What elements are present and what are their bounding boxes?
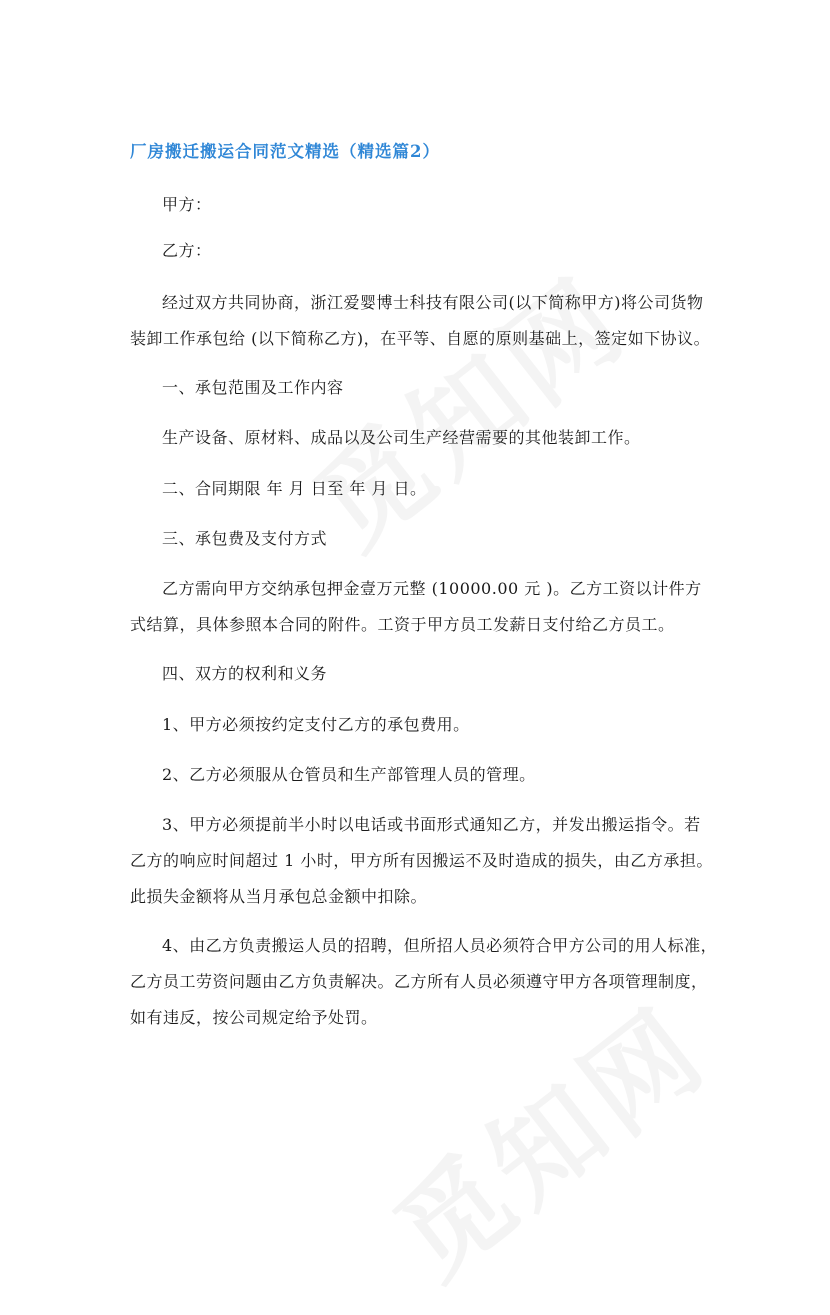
section3-heading: 三、承包费及支付方式 [162,529,328,548]
intro-line-2: 装卸工作承包给 (以下简称乙方)，在平等、自愿的原则基础上，签定如下协议。 [130,329,711,348]
watermark-bottom [363,1005,698,1315]
intro-line-1: 经过双方共同协商，浙江爱婴博士科技有限公司(以下简称甲方)将公司货物 [162,293,704,312]
section4-heading: 四、双方的权利和义务 [162,664,328,683]
section3-body-line-1: 乙方需向甲方交纳承包押金壹万元整 (10000.00 元 )。乙方工资以计件方 [162,579,702,598]
item-3-line-3: 此损失金额将从当月承包总金额中扣除。 [130,887,428,906]
item-4-line-3: 如有违反，按公司规定给予处罚。 [130,1008,378,1027]
item-1: 1、甲方必须按约定支付乙方的承包费用。 [162,715,470,734]
item-4-line-1: 4、由乙方负责搬运人员的招聘，但所招人员必须符合甲方公司的用人标准， [162,936,718,955]
party-b-label: 乙方： [162,241,212,260]
section3-body-line-2: 式结算，具体参照本合同的附件。工资于甲方员工发薪日支付给乙方员工。 [130,615,675,634]
section2-heading: 二、合同期限 年 月 日至 年 月 日。 [162,479,427,498]
party-a-label: 甲方： [162,195,212,214]
item-3-line-2: 乙方的响应时间超过 1 小时，甲方所有因搬运不及时造成的损失，由乙方承担。 [130,851,713,870]
item-2: 2、乙方必须服从仓管员和生产部管理人员的管理。 [162,765,536,784]
item-4-line-2: 乙方员工劳资问题由乙方负责解决。乙方所有人员必须遵守甲方各项管理制度， [130,972,708,991]
document-title: 厂房搬迁搬运合同范文精选（精选篇2） [130,142,440,161]
section1-heading: 一、承包范围及工作内容 [162,378,344,397]
section1-body: 生产设备、原材料、成品以及公司生产经营需要的其他装卸工作。 [162,428,641,447]
item-3-line-1: 3、甲方必须提前半小时以电话或书面形式通知乙方，并发出搬运指令。若 [162,815,701,834]
